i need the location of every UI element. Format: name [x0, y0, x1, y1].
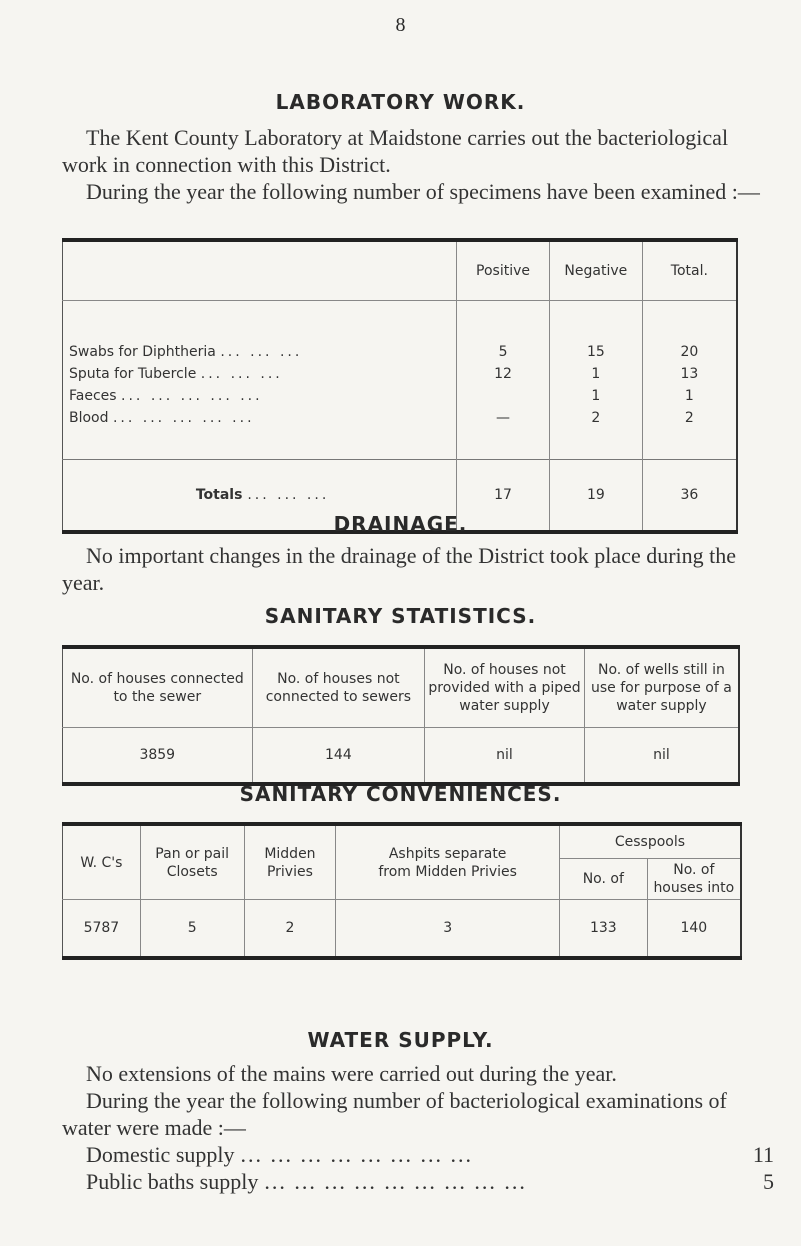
- item-dots: ... ... ... ... ... ... ... ...: [240, 1142, 473, 1167]
- value-pan-closets: 5: [140, 900, 244, 959]
- item-value: 11: [752, 1142, 774, 1167]
- lab-intro-text-2: During the year the following number of specimens have been examined :—: [86, 179, 760, 204]
- totals-label: Totals: [195, 487, 243, 503]
- totals-negative: 19: [549, 460, 642, 533]
- lab-col-negative: Negative: [549, 240, 642, 301]
- sanitary-values-row: [63, 728, 740, 785]
- row-dots: ... ... ...: [220, 344, 303, 360]
- col-cesspools-houses: No. of houses into: [647, 859, 741, 900]
- lab-header-row: [63, 240, 738, 301]
- table-row: [63, 341, 738, 363]
- total-cell: 13: [642, 363, 737, 385]
- table-row: [63, 385, 738, 407]
- lab-header-blank: [63, 240, 457, 301]
- row-label: Faeces: [69, 388, 117, 404]
- positive-cell: 12: [457, 363, 550, 385]
- totals-positive: 17: [457, 460, 550, 533]
- row-label: Sputa for Tubercle: [69, 366, 197, 382]
- negative-cell: 15: [549, 341, 642, 363]
- row-label: Blood: [69, 410, 109, 426]
- col-wells: No. of wells still in use for purpose of a water supply: [584, 647, 739, 728]
- item-value: 5: [763, 1169, 774, 1194]
- lab-col-total: Total.: [642, 240, 737, 301]
- col-not-connected: No. of houses not connected to sewers: [252, 647, 425, 728]
- col-connected: No. of houses connected to the sewer: [63, 647, 253, 728]
- lab-col-positive: Positive: [457, 240, 550, 301]
- value-connected: 3859: [139, 747, 176, 763]
- water-supply-heading: WATER SUPPLY.: [307, 1028, 494, 1052]
- table-row: [63, 407, 738, 429]
- water-supply-text-2: During the year the following number of bacteriological examinations of water were made :—: [62, 1088, 727, 1140]
- sanitary-conveniences-table: [62, 822, 742, 960]
- totals-total: 36: [642, 460, 737, 533]
- table-row: [63, 363, 738, 385]
- lab-intro: [62, 124, 774, 205]
- sanitary-statistics-table: [62, 645, 740, 786]
- row-dots: ... ... ... ... ...: [112, 410, 255, 426]
- sanitary-header-row: [63, 647, 740, 728]
- col-cesspools: Cesspools: [559, 824, 741, 859]
- col-no-piped-water: No. of houses not provided with a piped water supply: [425, 647, 585, 728]
- water-supply-block: [62, 1060, 774, 1195]
- lab-heading: LABORATORY WORK.: [275, 90, 526, 114]
- total-cell: 20: [642, 341, 737, 363]
- row-dots: ... ... ...: [247, 487, 330, 503]
- drainage-text-block: [62, 542, 774, 596]
- drainage-heading: DRAINAGE.: [333, 512, 468, 536]
- positive-cell: —: [457, 407, 550, 429]
- total-cell: 1: [642, 385, 737, 407]
- positive-cell: 5: [457, 341, 550, 363]
- sanitary-statistics-heading: SANITARY STATISTICS.: [264, 604, 537, 628]
- item-label: Domestic supply: [86, 1142, 235, 1167]
- col-wc: W. C's: [63, 824, 141, 900]
- positive-cell: [457, 385, 550, 407]
- value-cesspools-houses: 140: [647, 900, 741, 959]
- total-cell: 2: [642, 407, 737, 429]
- lab-intro-text: The Kent County Laboratory at Maidstone carries out the bacteriological work in connection with this District.: [62, 125, 729, 177]
- water-supply-text: No extensions of the mains were carried out during the year.: [86, 1061, 617, 1086]
- drainage-text: No important changes in the drainage of the District took place during the year.: [62, 543, 737, 595]
- value-midden-privies: 2: [244, 900, 336, 959]
- value-no-piped-water: nil: [425, 728, 585, 785]
- row-label: Swabs for Diphtheria: [69, 344, 216, 360]
- value-not-connected: 144: [252, 728, 425, 785]
- list-item: [62, 1141, 774, 1168]
- col-ashpits: Ashpits separate from Midden Privies: [336, 824, 560, 900]
- lab-table: [62, 238, 738, 534]
- negative-cell: 1: [549, 363, 642, 385]
- item-label: Public baths supply: [86, 1169, 259, 1194]
- value-wc: 5787: [83, 920, 120, 936]
- value-ashpits: 3: [336, 900, 560, 959]
- value-wells: nil: [584, 728, 739, 785]
- col-cesspools-number: No. of: [559, 859, 647, 900]
- row-dots: ... ... ... ... ...: [121, 388, 263, 404]
- conveniences-header-row: [63, 824, 742, 859]
- conveniences-values-row: [63, 900, 742, 959]
- sanitary-conveniences-heading: SANITARY CONVENIENCES.: [239, 782, 562, 806]
- col-pan-closets: Pan or pail Closets: [140, 824, 244, 900]
- row-dots: ... ... ...: [200, 366, 283, 382]
- value-cesspools-number: 133: [559, 900, 647, 959]
- negative-cell: 2: [549, 407, 642, 429]
- negative-cell: 1: [549, 385, 642, 407]
- item-dots: ... ... ... ... ... ... ... ... ...: [264, 1169, 527, 1194]
- page-number: 8: [395, 14, 406, 36]
- col-midden-privies: Midden Privies: [244, 824, 336, 900]
- list-item: [62, 1168, 774, 1195]
